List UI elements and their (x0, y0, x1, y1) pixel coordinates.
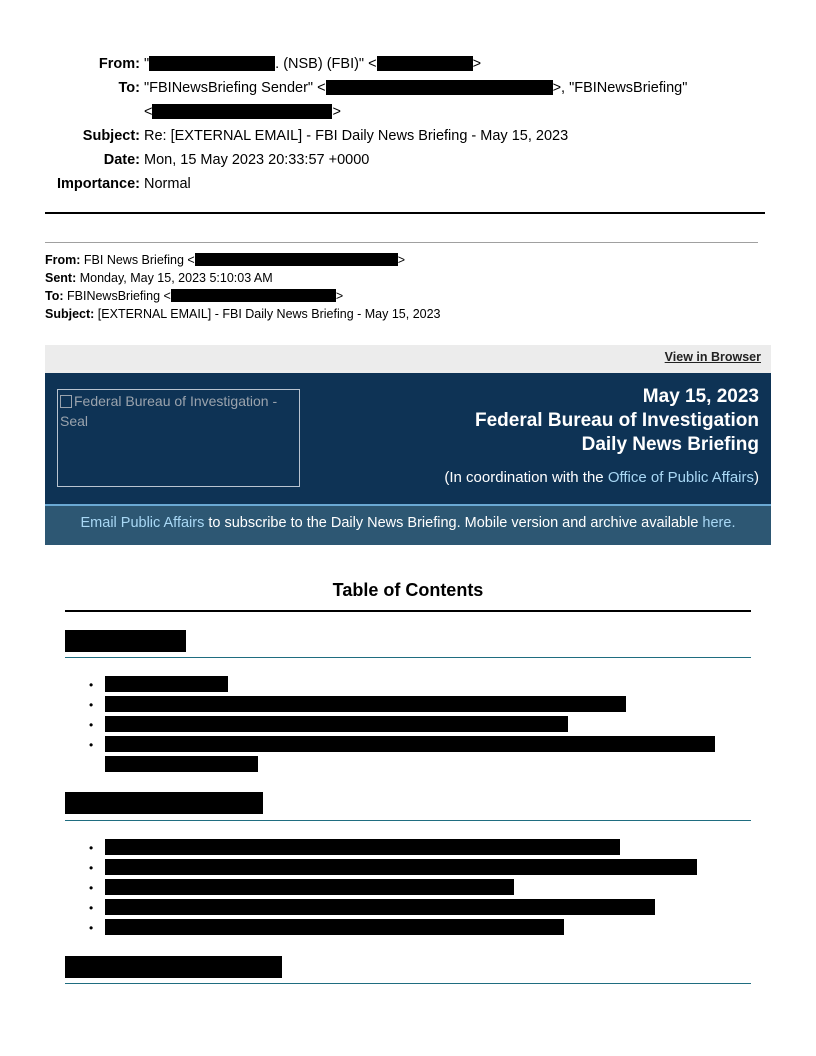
fwd-subject-label: Subject: (45, 307, 95, 321)
fwd-to-label: To: (45, 289, 64, 303)
bullet-icon: • (89, 678, 94, 692)
subscribe-text: to subscribe to the Daily News Briefing. Mobile version and archive available (204, 515, 703, 531)
toc-divider (65, 610, 751, 612)
archive-here-link[interactable]: here. (702, 515, 736, 531)
to-close: > (332, 104, 341, 120)
bullet-icon: • (89, 881, 94, 895)
fwd-to-value: FBINewsBriefing < (67, 289, 171, 303)
bullet-icon: • (89, 921, 94, 935)
redaction (171, 289, 336, 302)
from-row (0, 52, 704, 76)
redaction (105, 859, 697, 875)
from-label: From: (98, 56, 140, 72)
redaction (105, 919, 564, 935)
redaction (105, 716, 568, 732)
bullet-icon: • (89, 841, 94, 855)
coord-suffix: ) (754, 469, 759, 486)
toc-title: Table of Contents (332, 580, 484, 600)
fwd-subject-value: [EXTERNAL EMAIL] - FBI Daily News Briefing - May 15, 2023 (97, 307, 441, 321)
fbi-seal-image (57, 389, 300, 487)
email-header (0, 52, 704, 196)
to-label: To: (118, 80, 140, 96)
redaction (105, 756, 258, 772)
subject-value: Re: [EXTERNAL EMAIL] - FBI Daily News Briefing - May 15, 2023 (144, 128, 569, 144)
importance-row (0, 172, 704, 196)
coordination-note (444, 469, 759, 486)
to-row (0, 76, 704, 124)
view-in-browser-bar (45, 345, 771, 373)
fwd-subject-row (45, 305, 441, 323)
fwd-sent-label: Sent: (45, 271, 77, 285)
broken-image-icon (60, 395, 72, 408)
from-org: . (NSB) (FBI)" < (275, 56, 377, 72)
date-label: Date: (103, 152, 140, 168)
importance-label: Importance: (57, 176, 140, 192)
coord-prefix: (In coordination with the (444, 469, 608, 486)
redaction (326, 80, 553, 95)
bullet-icon: • (89, 861, 94, 875)
fwd-from-close: > (397, 253, 406, 267)
view-in-browser-link[interactable]: View in Browser (664, 350, 761, 364)
toc-section-divider (65, 657, 751, 658)
office-of-public-affairs-link[interactable]: Office of Public Affairs (607, 469, 754, 486)
date-row (0, 148, 704, 172)
fwd-sent-value: Monday, May 15, 2023 5:10:03 AM (79, 271, 273, 285)
bullet-icon: • (89, 698, 94, 712)
redaction (149, 56, 275, 71)
forward-divider (45, 242, 758, 243)
toc-section-heading-redacted (65, 956, 282, 978)
to-open: < (144, 104, 153, 120)
redaction (377, 56, 473, 71)
to-second-name: >, "FBINewsBriefing" (552, 80, 688, 96)
subject-label: Subject: (82, 128, 140, 144)
fwd-to-close: > (335, 289, 344, 303)
redaction (105, 676, 228, 692)
briefing-date: May 15, 2023 (642, 386, 759, 407)
redaction (105, 736, 715, 752)
fwd-from-label: From: (45, 253, 81, 267)
subscribe-bar (45, 504, 771, 545)
fwd-sent-row (45, 269, 441, 287)
subject-row (0, 124, 704, 148)
redaction (105, 839, 620, 855)
redaction (105, 696, 626, 712)
redaction (152, 104, 332, 119)
seal-alt-text: Federal Bureau of Investigation - Seal (60, 393, 278, 429)
to-value (144, 76, 704, 124)
banner-titles (475, 385, 759, 457)
redaction (105, 899, 655, 915)
from-value (144, 52, 704, 76)
from-close: > (472, 56, 482, 72)
bullet-icon: • (89, 738, 94, 752)
forwarded-header (45, 251, 441, 323)
bullet-icon: • (89, 901, 94, 915)
newsletter-banner (45, 373, 771, 504)
from-quote: " (144, 56, 150, 72)
toc-section-divider (65, 820, 751, 821)
importance-value: Normal (144, 176, 191, 192)
email-public-affairs-link[interactable]: Email Public Affairs (80, 515, 205, 531)
redaction (195, 253, 398, 266)
to-sender-name: "FBINewsBriefing Sender" < (144, 80, 326, 96)
toc-section-divider (65, 983, 751, 984)
bullet-icon: • (89, 718, 94, 732)
date-value: Mon, 15 May 2023 20:33:57 +0000 (144, 152, 370, 168)
fwd-from-row (45, 251, 441, 269)
organization-name: Federal Bureau of Investigation (475, 410, 759, 431)
fwd-to-row (45, 287, 441, 305)
header-divider (45, 212, 765, 214)
toc-section-heading-redacted (65, 792, 263, 814)
briefing-title: Daily News Briefing (581, 434, 759, 455)
fwd-from-value: FBI News Briefing < (83, 253, 195, 267)
redaction (105, 879, 514, 895)
toc-section-heading-redacted (65, 630, 186, 652)
